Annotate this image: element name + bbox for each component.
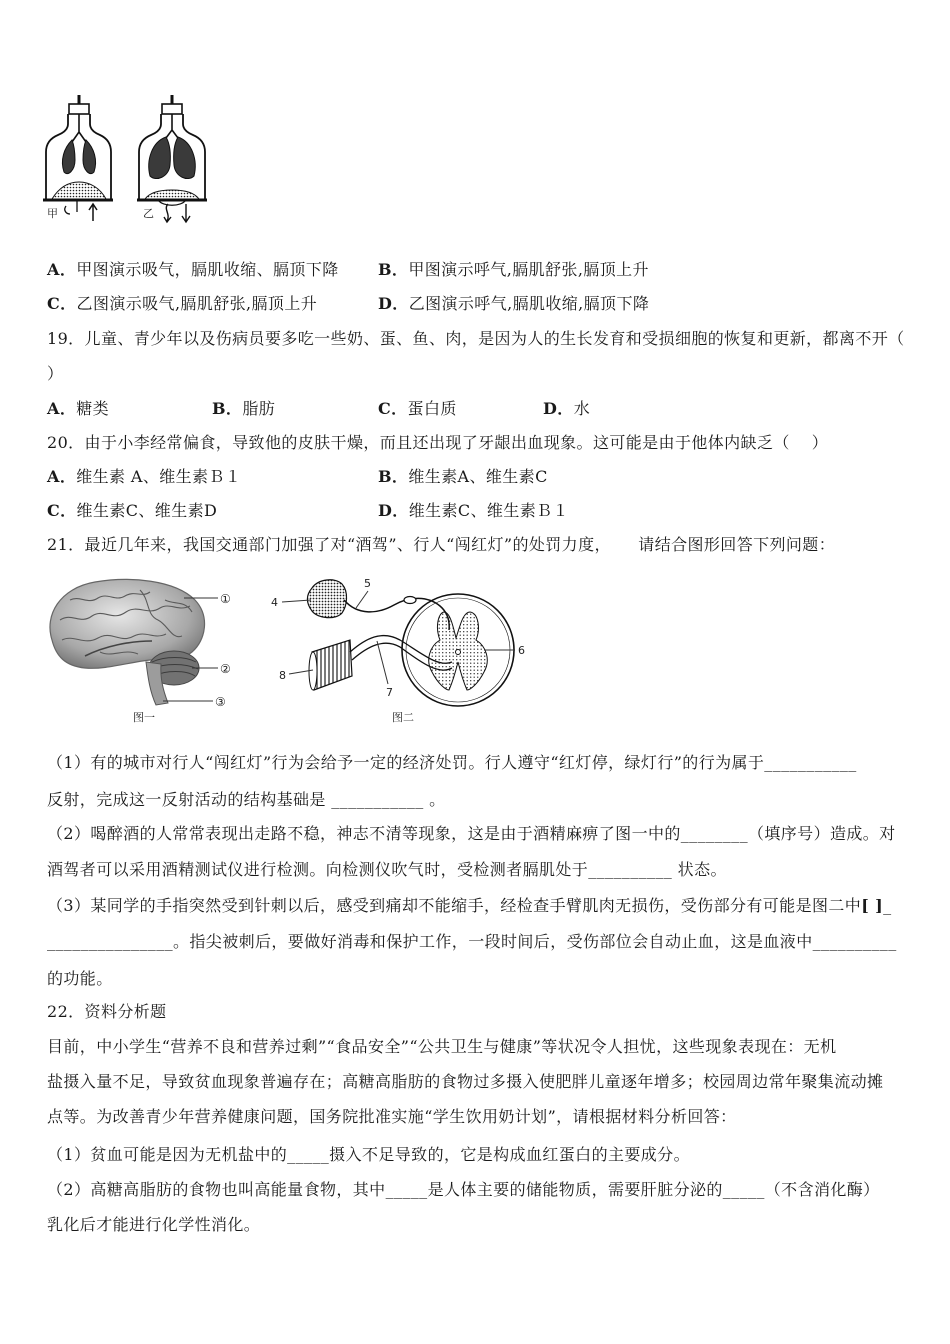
q18-option-c bbox=[47, 294, 317, 314]
diaphragm-membrane bbox=[145, 190, 199, 199]
leader-line-5 bbox=[356, 591, 368, 608]
lung-balloon-right bbox=[83, 140, 96, 174]
q20-stem: 20．由于小李经常偏食，导致他的皮肤干燥，而且还出现了牙龈出血现象。这可能是由于他体内缺乏（ ） bbox=[47, 433, 829, 452]
effector-muscle bbox=[312, 640, 352, 690]
label-motor-nerve: 7 bbox=[386, 686, 393, 699]
sub3-text: （3）某同学的手指突然受到针刺以后，感受到痛却不能缩手，经检查手臂肌肉无损伤，受伤部分有可能是图二中 bbox=[47, 896, 862, 915]
brain-figure bbox=[40, 570, 250, 730]
y-tube bbox=[166, 114, 178, 138]
q21-sub2-line-2: 酒驾者可以采用酒精测试仪进行检测。向检测仪吹气时，受检测者膈肌处于__________ 状态。 bbox=[47, 860, 727, 879]
q20-option-a bbox=[47, 467, 241, 487]
pull-handle bbox=[65, 201, 77, 214]
option-letter: C． bbox=[378, 399, 408, 418]
option-text: 水 bbox=[573, 399, 591, 418]
option-text: 脂肪 bbox=[242, 399, 276, 418]
answer-blank: _ bbox=[883, 896, 892, 915]
central-canal bbox=[456, 650, 461, 655]
q20-option-c bbox=[47, 501, 217, 521]
q21-sub3-line-1 bbox=[47, 896, 892, 916]
label-jia: 甲 bbox=[47, 207, 58, 220]
option-letter: A． bbox=[47, 260, 77, 279]
receptor bbox=[308, 580, 347, 618]
q19-option-d bbox=[543, 399, 590, 419]
arrow-down-icon bbox=[164, 204, 190, 222]
q22-material-line-2: 盐摄入量不足，导致贫血现象普遍存在；高糖高脂肪的食物过多摄入使肥胖儿童逐年增多；校园周边常年聚集流动摊 bbox=[47, 1072, 884, 1091]
q21-sub3-line-3: 的功能。 bbox=[47, 969, 113, 988]
y-tube bbox=[72, 114, 86, 142]
option-letter: C． bbox=[47, 501, 77, 520]
option-text: 甲图演示吸气，膈肌收缩、膈顶下降 bbox=[76, 260, 339, 279]
q22-material-line-3: 点等。为改善青少年营养健康问题，国务院批准实施“学生饮用奶计划”，请根据材料分析回答： bbox=[47, 1107, 737, 1126]
bell-jar-yi bbox=[137, 95, 207, 222]
figure-caption: 图二 bbox=[392, 711, 414, 724]
leader-line-4 bbox=[282, 600, 311, 602]
arrow-up-icon bbox=[89, 204, 97, 221]
option-letter: A． bbox=[47, 399, 77, 418]
label-cerebrum: ① bbox=[220, 592, 231, 606]
label-nerve-center: 6 bbox=[518, 644, 525, 657]
q22-material-line-1: 目前，中小学生“营养不良和营养过剩”“食品安全”“公共卫生与健康”等状况令人担忧，这些现象表现在：无机 bbox=[47, 1037, 837, 1056]
q22-title: 22．资料分析题 bbox=[47, 1002, 167, 1021]
q21-sub1-line-1: （1）有的城市对行人“闯红灯”行为会给予一定的经济处罚。行人遵守“红灯停，绿灯行”的行为属于___________ bbox=[47, 753, 857, 772]
muscle-end-cap bbox=[309, 652, 317, 690]
reflex-arc-figure bbox=[265, 570, 540, 730]
q20-option-d bbox=[378, 501, 569, 521]
q19-stem-line-2: ） bbox=[47, 364, 64, 383]
q22-sub1: （1）贫血可能是因为无机盐中的_____摄入不足导致的，它是构成血红蛋白的主要成分。 bbox=[47, 1145, 690, 1164]
option-letter: D． bbox=[378, 501, 409, 520]
label-yi: 乙 bbox=[143, 207, 154, 220]
diaphragm-membrane bbox=[52, 182, 106, 199]
lung-balloon-left bbox=[62, 140, 75, 174]
q18-option-b bbox=[378, 260, 649, 280]
q21-sub3-line-2: _______________。指尖被刺后，要做好消毒和保护工作，一段时间后，受伤部位会自动止血，这是血液中__________ bbox=[47, 932, 897, 951]
option-text: 蛋白质 bbox=[407, 399, 457, 418]
q20-option-b bbox=[378, 467, 548, 487]
label-cerebellum: ② bbox=[220, 662, 231, 676]
q19-option-a bbox=[47, 399, 109, 419]
option-text: 乙图演示呼气,膈肌收缩,膈顶下降 bbox=[408, 294, 650, 313]
label-effector: 8 bbox=[279, 669, 286, 682]
option-letter: B． bbox=[212, 399, 243, 418]
label-brainstem: ③ bbox=[215, 695, 226, 709]
q18-option-d bbox=[378, 294, 649, 314]
option-letter: D． bbox=[543, 399, 574, 418]
label-sensory-nerve: 5 bbox=[364, 577, 371, 590]
rubber-stopper bbox=[69, 104, 89, 114]
q19-option-c bbox=[378, 399, 457, 419]
option-text: 维生素 A、维生素Ｂ１ bbox=[76, 467, 242, 486]
q19-option-b bbox=[212, 399, 275, 419]
nerve-ganglion bbox=[404, 597, 416, 604]
bell-jar-jia bbox=[43, 95, 113, 221]
lung-balloon-right bbox=[174, 137, 196, 179]
q22-sub2-line-2: 乳化后才能进行化学性消化。 bbox=[47, 1215, 261, 1234]
option-letter: B． bbox=[378, 260, 409, 279]
leader-line-7 bbox=[377, 641, 388, 684]
q21-stem: 21．最近几年来，我国交通部门加强了对“酒驾”、行人“闯红灯”的处罚力度， 请结合图形回答下列问题： bbox=[47, 535, 836, 554]
option-text: 糖类 bbox=[76, 399, 110, 418]
option-letter: D． bbox=[378, 294, 409, 313]
option-text: 甲图演示呼气,膈肌舒张,膈顶上升 bbox=[408, 260, 649, 279]
label-receptor: 4 bbox=[271, 596, 278, 609]
lung-balloon-left bbox=[149, 137, 171, 179]
answer-bracket: [ ] bbox=[861, 896, 884, 915]
option-text: 维生素C、维生素D bbox=[76, 501, 218, 520]
option-letter: B． bbox=[378, 467, 409, 486]
option-letter: C． bbox=[47, 294, 77, 313]
rubber-stopper bbox=[162, 104, 182, 114]
q21-sub1-line-2: 反射，完成这一反射活动的结构基础是 ___________ 。 bbox=[47, 790, 446, 809]
option-text: 维生素C、维生素Ｂ１ bbox=[408, 501, 569, 520]
lung-model-figure bbox=[40, 90, 220, 230]
option-text: 维生素A、维生素C bbox=[408, 467, 548, 486]
q19-stem-line-1: 19．儿童、青少年以及伤病员要多吃一些奶、蛋、鱼、肉，是因为人的生长发育和受损细胞的恢复和更新，都离不开（ bbox=[47, 329, 905, 348]
q22-sub2-line-1: （2）高糖高脂肪的食物也叫高能量食物，其中_____是人体主要的储能物质，需要肝脏分泌的_____（不含消化酶） bbox=[47, 1180, 880, 1199]
figure-caption: 图一 bbox=[133, 711, 155, 724]
q18-option-a bbox=[47, 260, 339, 280]
q21-sub2-line-1: （2）喝醉酒的人常常表现出走路不稳，神志不清等现象，这是由于酒精麻痹了图一中的________（填序号）造成。对 bbox=[47, 824, 896, 843]
option-text: 乙图演示吸气,膈肌舒张,膈顶上升 bbox=[76, 294, 318, 313]
option-letter: A． bbox=[47, 467, 77, 486]
